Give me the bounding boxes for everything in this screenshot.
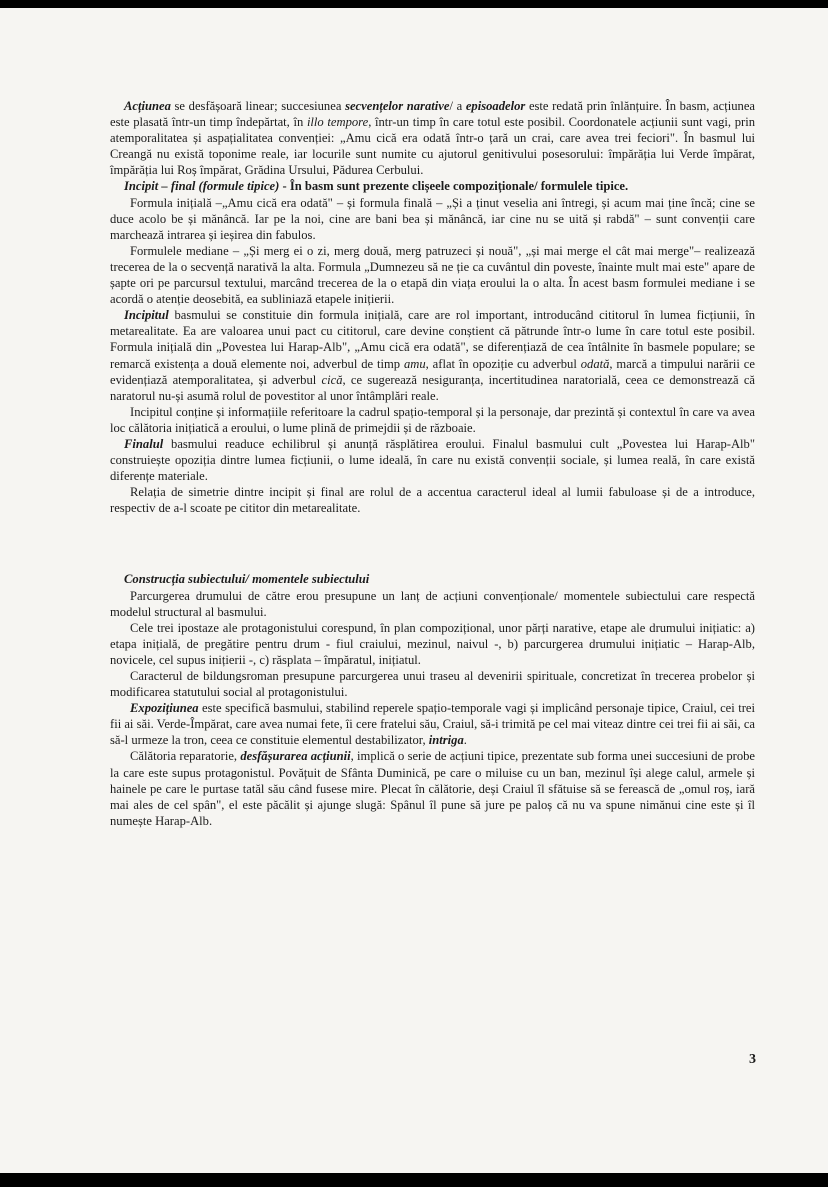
heading-constructia-subiectului: Construcția subiectului/ momentele subiectului: [124, 572, 370, 587]
term-cica: cică: [321, 372, 343, 387]
paragraph-formula-initiala: Formula inițială –„Amu cică era odată" – și formula finală – „Și a ținut veselia ani întregi, și acum mai ține încă; cine se duce acolo be și mănâncă. Iar pe la noi, cine are bani bea și mănâncă, iar cine nu se uită și rabdă" – sunt convenții care marchează intrarea și ieșirea din fabulos.: [110, 195, 755, 242]
text: , într-un timp în care totul este posibil. Coordonatele acțiunii sunt vagi, prin atemporalitatea și aspațialitatea convenției: „Amu cică era odată într-o țară un crai, care avea trei feciori". În basmul lui Creangă nu există toponime reale, iar locurile sunt numite cu ajutorul genitivului posesorului: împărăția lui Verde împărat, împărăția lui Roș împărat, Grădina Ursului, Pădurea Cerbului.: [110, 115, 755, 178]
spacer: [110, 516, 755, 571]
paragraph-finalul: [110, 436, 755, 484]
text: basmului readuce echilibrul și anunță răsplătirea eroului. Finalul basmului cult „Povestea lui Harap-Alb" construiește opoziția dintre lumea ficțiunii, o lume ideală, în care nu există convenții sociale, și lumea reală, în care există diferențe materiale.: [110, 436, 755, 484]
term-episoade: episoadelor: [465, 99, 526, 113]
term-expozitiunea: Expozițiunea: [130, 701, 199, 716]
paragraph-incipitul: [110, 307, 755, 404]
paragraph-incipit-final: [110, 178, 755, 194]
paragraph-ipostaze: Cele trei ipostaze ale protagonistului corespund, în plan compozițional, unor părți narative, etape ale drumului inițiatic: a) etapa inițială, de pregătire pentru drum - fiul craiului, mezinul, naivul -, b) parcurgerea drumului inițiatic – Harap-Alb, novicele, cel supus inițierii -, c) răsplata – împăratul, inițiatul.: [110, 620, 755, 667]
term-incipit-final: Incipit – final (formule tipice): [124, 179, 280, 194]
paragraph-simetrie: Relația de simetrie dintre incipit și final are rolul de a accentua caracterul ideal al lumii fabuloase și de a introduce, respectiv de a-l scoate pe cititor din metarealitate.: [110, 485, 755, 516]
paragraph-expozitiunea: [110, 700, 755, 748]
term-intriga: intriga: [428, 733, 464, 748]
text: , ce sugerează nesiguranța, incertitudinea naratorială, ceea ce demonstrează că naratorul nu-și asumă rolul de povestitor al unor întâmplări reale.: [110, 372, 756, 403]
section-heading: [110, 571, 755, 587]
term-amu: amu: [403, 356, 426, 371]
text: este specifică basmului, stabilind reperele spațio-temporale vagi și implicând personaje tipice, Craiul, cei trei fii ai săi. Verde-Împărat, care avea numai fete, îi cere fratelui său, Craiul, să-i trimită pe cel mai viteaz dintre cei trei fii ai săi, ca să-l urmeze la tron, ceea ce constituie elementul destabilizator,: [110, 701, 755, 748]
term-actiunea: Acțiunea: [124, 99, 171, 113]
term-illo-tempore: illo tempore: [306, 115, 369, 130]
paragraph-parcurgerea: Parcurgerea drumului de către erou presupune un lanț de acțiuni convenționale/ momentele subiectului care respectă modelul structural al basmului.: [110, 588, 755, 619]
text: , aflat în opoziție cu adverbul: [425, 356, 581, 371]
text: , marcă a timpului narării ce evidențiază atemporalitatea, și adverbul: [110, 356, 755, 387]
paragraph-calatoria: [110, 748, 755, 828]
bottom-border: [0, 1173, 828, 1187]
paragraph-bildungsroman: Caracterul de bildungsroman presupune parcurgerea unui traseu al devenirii spirituale, concretizat în trecerea probelor și modificarea statutului social al protagonistului.: [110, 669, 755, 700]
text: se desfășoară linear; succesiunea: [170, 99, 346, 113]
text: .: [463, 733, 467, 748]
text: Călătoria reparatorie,: [130, 749, 241, 764]
term-incipitul: Incipitul: [124, 308, 169, 323]
paragraph-actiunea: [110, 98, 755, 178]
text: - În basm sunt prezente clișeele compoziționale/ formulele tipice.: [279, 179, 629, 194]
term-finalul: Finalul: [124, 436, 164, 451]
text: , implică o serie de acțiuni tipice, prezentate sub forma unei succesiuni de probe la care este supus protagonistul. Povățuit de Sfânta Duminică, pe care o miluise cu un ban, mezinul își alege calul, armele și hainele pe care le purtase tatăl său când fusese mire. Plecat în călătorie, deși Craiul îl sfătuise să se ferească de „omul roș, iară mai ales de cel spân", el este păcălit și ajunge slugă: Spânul îl pune să jure pe paloș că nu va spune nimănui cine este și îl numește Harap-Alb.: [110, 749, 756, 828]
top-border: [0, 0, 828, 8]
text: / a: [449, 99, 466, 113]
page-number: 3: [749, 1052, 756, 1067]
paragraph-formule-mediane: Formulele mediane – „Și merg ei o zi, merg două, merg patruzeci și nouă", „și mai merge el cât mai merge"– realizează trecerea de la o secvență narativă la alta. Formula „Dumnezeu să ne ție ca cuvântul din poveste, înainte mult mai este" apare de șapte ori pe parcursul textului, marcând trecerea de la o etapă din viața eroului la o alta. În acest basm formulei mediane i se acordă o atenție deosebită, ea subliniază etapele inițierii.: [110, 243, 755, 307]
text: basmului se constituie din formula inițială, care are rol important, introducând cititorul în lumea ficțiunii, în metarealitate. Ea are valoarea unui pact cu cititorul, care devine conștient că pătrunde într-o lume în care totul este posibil. Formula inițială din „Povestea lui Harap-Alb", „Amu cică era odată", se diferențiază de cea întâlnite în basmele populare; se remarcă existența a două elemente noi, adverbul de timp: [110, 308, 755, 371]
term-odata: odată: [580, 356, 610, 371]
term-desfasurarea-actiunii: desfășurarea acțiunii: [240, 749, 351, 764]
document-page: [110, 98, 755, 829]
term-secvente: secvențelor narative: [345, 99, 450, 113]
text: este redată prin înlănțuire. În basm, acțiunea este plasată într-un timp îndepărtat, în: [110, 99, 756, 130]
paragraph-incipit-informatii: Incipitul conține și informațiile referitoare la cadrul spațio-temporal și la personaje, dar prezintă și contextul în care va avea loc călătoria inițiatică a eroului, o lume plină de primejdii și de războaie.: [110, 404, 755, 435]
